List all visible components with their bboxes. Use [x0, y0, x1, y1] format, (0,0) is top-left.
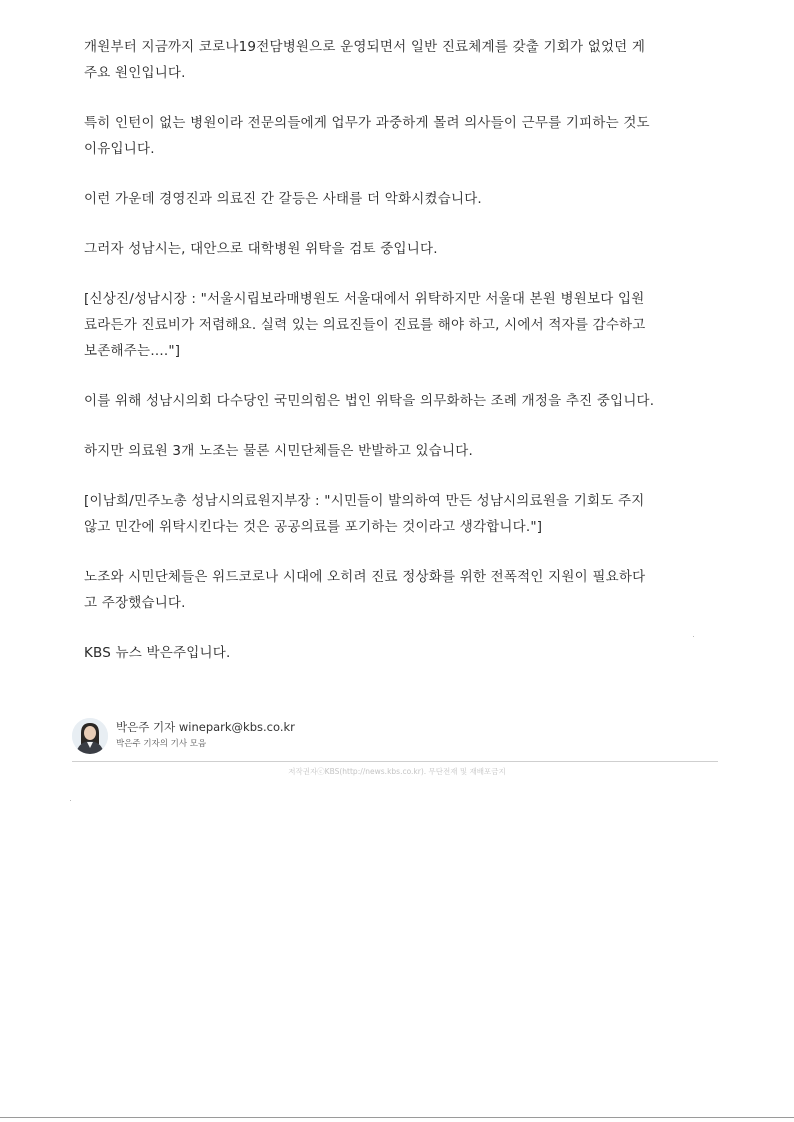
article-paragraph-9: 노조와 시민단체들은 위드코로나 시대에 오히려 진료 정상화를 위한 전폭적인 지원이 필요하다 고 주장했습니다.: [84, 569, 646, 611]
reporter-articles-link[interactable]: 박은주 기자의 기사 모음: [116, 739, 207, 749]
article-paragraph-7: 하지만 의료원 3개 노조는 물론 시민단체들은 반발하고 있습니다.: [84, 443, 473, 459]
article-paragraph-1: 개원부터 지금까지 코로나19전담병원으로 운영되면서 일반 진료체계를 갖출 기회가 없었던 게 주요 원인입니다.: [84, 39, 646, 81]
scan-bottom-edge: [0, 1117, 794, 1118]
reporter-name-email: 박은주 기자 winepark@kbs.co.kr: [116, 720, 295, 734]
reporter-byline: [72, 716, 722, 760]
article-paragraph-4: 그러자 성남시는, 대안으로 대학병원 위탁을 검토 중입니다.: [84, 241, 438, 257]
footer-divider: [72, 761, 718, 762]
article-paragraph-2: 특히 인턴이 없는 병원이라 전문의들에게 업무가 과중하게 몰려 의사들이 근무를 기피하는 것도 이유입니다.: [84, 115, 650, 157]
copyright-notice: 저작권자ⓒKBS(http://news.kbs.co.kr). 무단전재 및 재배포금지: [288, 767, 506, 776]
article-body: [84, 34, 720, 690]
scan-speck: [70, 800, 71, 801]
scan-speck: [693, 636, 694, 637]
article-signoff: KBS 뉴스 박은주입니다.: [84, 645, 231, 661]
reporter-photo-icon: [72, 718, 108, 754]
reporter-avatar: [72, 718, 108, 754]
article-quote-mayor: [신상진/성남시장 : "서울시립보라매병원도 서울대에서 위탁하지만 서울대 본원 병원보다 입원 료라든가 진료비가 저렴해요. 실력 있는 의료진들이 진료를 해야 하고, 시에서 적자를 감수하고 보존해주는…."]: [84, 291, 646, 359]
article-paragraph-6: 이를 위해 성남시의회 다수당인 국민의힘은 법인 위탁을 의무화하는 조례 개정을 추진 중입니다.: [84, 393, 655, 409]
article-paragraph-3: 이런 가운데 경영진과 의료진 간 갈등은 사태를 더 악화시켰습니다.: [84, 191, 482, 207]
article-quote-union: [이남희/민주노총 성남시의료원지부장 : "시민들이 발의하여 만든 성남시의료원을 기회도 주지 않고 민간에 위탁시킨다는 것은 공공의료를 포기하는 것이라고 생각합니다."]: [84, 493, 645, 535]
